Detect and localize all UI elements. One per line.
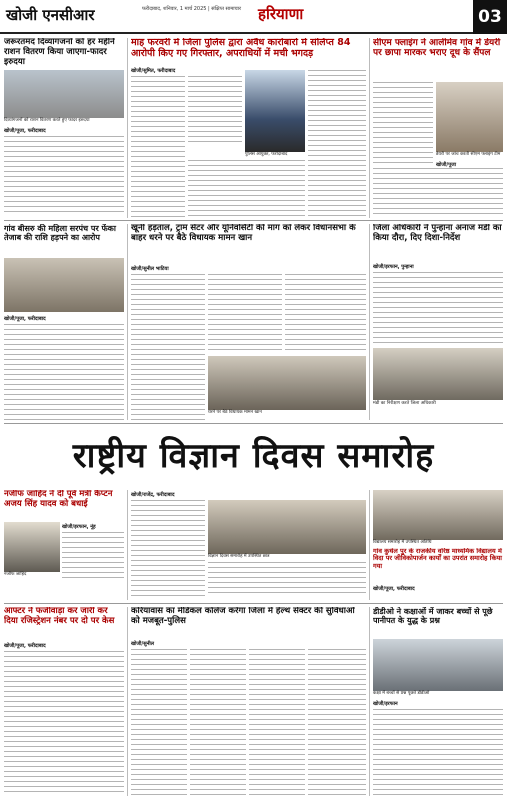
row-divider	[4, 423, 503, 424]
story-5-dateline: खोजी/सुनील भाटिया	[131, 266, 169, 272]
story-2-body-col-4	[308, 70, 366, 218]
story-9-photo	[373, 490, 503, 540]
story-9-caption: विद्यालय समारोह में उपस्थित अतिथि	[373, 540, 432, 545]
story-12-dateline-box	[373, 699, 503, 707]
story-10-body-col-1	[131, 649, 187, 796]
story-5-photo	[208, 356, 366, 410]
story-2-caption: पुलिस आयुक्त, फरीदाबाद	[245, 152, 288, 157]
story-1-caption: दिव्यांगजनों को राशन वितरण करते हुए फादर इरुदया	[4, 118, 90, 123]
story-4-dateline: खोजी/पूजा, फरीदाबाद	[4, 316, 46, 322]
story-2-dateline: खोजी/सुमित, फरीदाबाद	[131, 68, 176, 74]
story-1-body	[4, 136, 124, 216]
story-12-headline: डीडीओ ने कक्षाओं में जाकर बच्चों से पूछे पानीपत के युद्ध के प्रश्न	[373, 607, 493, 626]
story-2-photo-officer	[245, 70, 305, 152]
story-6-dateline-box	[373, 262, 503, 270]
story-10-body-col-3	[249, 649, 305, 796]
story-11-dateline-box	[4, 641, 124, 649]
story-10-body-col-2	[190, 649, 246, 796]
story-8-dateline-box	[62, 522, 124, 530]
story-6-photo	[373, 348, 503, 400]
story-9-headline: गांव कुर्थल पुर के राजकीय वरिष्ठ माध्यमिक विद्यालय में विदा पर जीविकोपार्जन कार्यों का उपरांत समारोह किया गया	[373, 548, 502, 570]
story-8-headline-box	[4, 490, 124, 520]
column-divider	[369, 607, 370, 796]
column-divider	[369, 490, 370, 600]
story-6-dateline: खोजी/इरफान, पुन्हाना	[373, 264, 414, 270]
story-3-caption: डेयरी पर जांच करती सीएम फ्लाइंग टीम	[436, 152, 501, 157]
story-3-body-lower	[373, 168, 503, 218]
story-1-dateline-box	[4, 126, 124, 136]
story-8-caption: नजीफ जाहिद	[4, 572, 27, 577]
story-11-headline-box	[4, 607, 124, 639]
story-7-photo	[208, 500, 366, 554]
story-4-body	[4, 324, 124, 420]
story-11-headline: आफ्टर ने फर्जीवाड़ा कर जारी कर दिया रजिस्ट्रेशन नंबर पर दो पर केस	[4, 607, 115, 626]
story-9-dateline: खोजी/पूजा, फरीदाबाद	[373, 586, 415, 592]
story-12-caption: कक्षा में बच्चों से प्रश्न पूछते डीडीओ	[373, 691, 430, 696]
story-9-dateline-box	[373, 584, 503, 592]
column-divider	[127, 224, 128, 420]
column-divider	[127, 490, 128, 600]
story-4-photo	[4, 258, 124, 312]
story-11-body	[4, 651, 124, 796]
story-10-body-col-4	[308, 649, 366, 796]
story-9-headline-box	[373, 548, 503, 582]
story-2-body-lower	[188, 160, 305, 218]
masthead	[0, 0, 507, 34]
story-6-headline-box	[373, 224, 503, 260]
story-10-headline: करियावास का मेडिकल कॉलेज करेगा जिला में हेल्थ सेक्टर की सुविधाओं को मजबूत-पुलिस	[131, 607, 355, 626]
story-3-headline-box	[373, 38, 503, 78]
story-1-headline: जरूरतमंद दिव्यांगजनों को हर महीने राशन वितरण किया जाएगा-फादर इरुदया	[4, 38, 115, 67]
story-3-photo	[436, 82, 503, 152]
story-10-headline-box	[131, 607, 366, 637]
story-2-headline-box	[131, 38, 366, 64]
story-5-headline: खूनी हड़ताल, ट्राम सेंटर और यूनिवर्सिटी की मांग को लेकर विधानसभा के बाहर धरने पर बैठे विधायक मामन खान	[131, 224, 356, 243]
story-2-body-col-1	[131, 76, 185, 218]
story-3-dateline: खोजी/पूजा	[436, 162, 457, 168]
story-1-dateline: खोजी/पूजा, फरीदाबाद	[4, 128, 46, 134]
story-7-body-col-2	[208, 562, 366, 596]
row-divider	[4, 220, 503, 221]
story-10-dateline: खोजी/सुनील	[131, 641, 155, 647]
story-7-caption: विज्ञान दिवस समारोह में उपस्थित छात्र	[208, 554, 270, 559]
story-12-dateline: खोजी/इरफान	[373, 701, 398, 707]
section-title: हरियाणा	[258, 5, 304, 23]
column-divider	[369, 38, 370, 218]
story-12-headline-box	[373, 607, 503, 637]
story-2-headline: माह फरवरी में जिला पुलिस द्वारा अवैध कारोबारों में संलिप्त 84 आरोपी किए गए गिरफ्तार, अपराधियों में मची भगदड़	[131, 38, 351, 59]
story-8-photo	[4, 522, 60, 572]
page-number: 03	[473, 0, 507, 34]
story-4-dateline-box	[4, 314, 124, 322]
newspaper-name: खोजी एनसीआर	[6, 6, 95, 24]
story-5-body-col-1	[131, 274, 205, 420]
story-5-dateline-box	[131, 264, 251, 272]
story-3-headline: सीएम फ्लाइंग ने आलीमेव गांव में डेयरी पर छापा मारकर भराए दूध के सैंपल	[373, 38, 501, 59]
story-4-headline: गांव बीसरु की महिला सरपंच पर फेंका तेजाब की राशि हड़पने का आरोप	[4, 224, 116, 243]
story-6-caption: मंडी का निरीक्षण करते जिला अधिकारी	[373, 401, 436, 406]
story-2-body-col-2	[188, 76, 242, 146]
story-7-body-col-1	[131, 500, 205, 596]
story-11-dateline: खोजी/पूजा, फरीदाबाद	[4, 643, 46, 649]
story-5-body-col-2	[208, 274, 282, 354]
story-12-photo	[373, 639, 503, 691]
story-5-headline-box	[131, 224, 366, 262]
column-divider	[127, 38, 128, 218]
story-7-dateline-box	[131, 490, 366, 498]
story-10-dateline-box	[131, 639, 251, 647]
story-5-body-col-3	[285, 274, 366, 354]
story-1-headline-box	[4, 38, 124, 68]
masthead-subline: फरीदाबाद, शनिवार, 1 मार्च 2025 | संक्षिप्त सामाचार	[142, 6, 242, 12]
science-day-banner	[0, 426, 507, 486]
story-1-photo	[4, 70, 124, 118]
story-8-dateline: खोजी/इरफान, नूंह	[62, 524, 96, 530]
story-12-body	[373, 709, 503, 796]
column-divider	[127, 607, 128, 796]
story-7-headline: राष्ट्रीय विज्ञान दिवस समारोह	[72, 436, 435, 476]
story-2-dateline-box	[131, 66, 211, 74]
story-3-body-col-1	[373, 82, 433, 166]
column-divider	[369, 224, 370, 420]
story-8-headline: नजीफ जाहिद ने दी पूर्व मंत्री कैप्टन अजय सिंह यादव को बधाई	[4, 490, 113, 509]
story-8-body	[62, 532, 124, 580]
row-divider	[4, 603, 503, 604]
story-5-caption: धरने पर बैठे विधायक मामन खान	[208, 410, 262, 415]
story-6-headline: जिला अधिकारी ने पुन्हाना अनाज मंडी का किया दौरा, दिए दिशा-निर्देश	[373, 224, 502, 243]
story-6-body	[373, 272, 503, 346]
story-3-dateline-box	[436, 160, 503, 168]
story-7-dateline: खोजी/राजेंद्र, फरीदाबाद	[131, 492, 175, 498]
story-4-headline-box	[4, 224, 124, 256]
